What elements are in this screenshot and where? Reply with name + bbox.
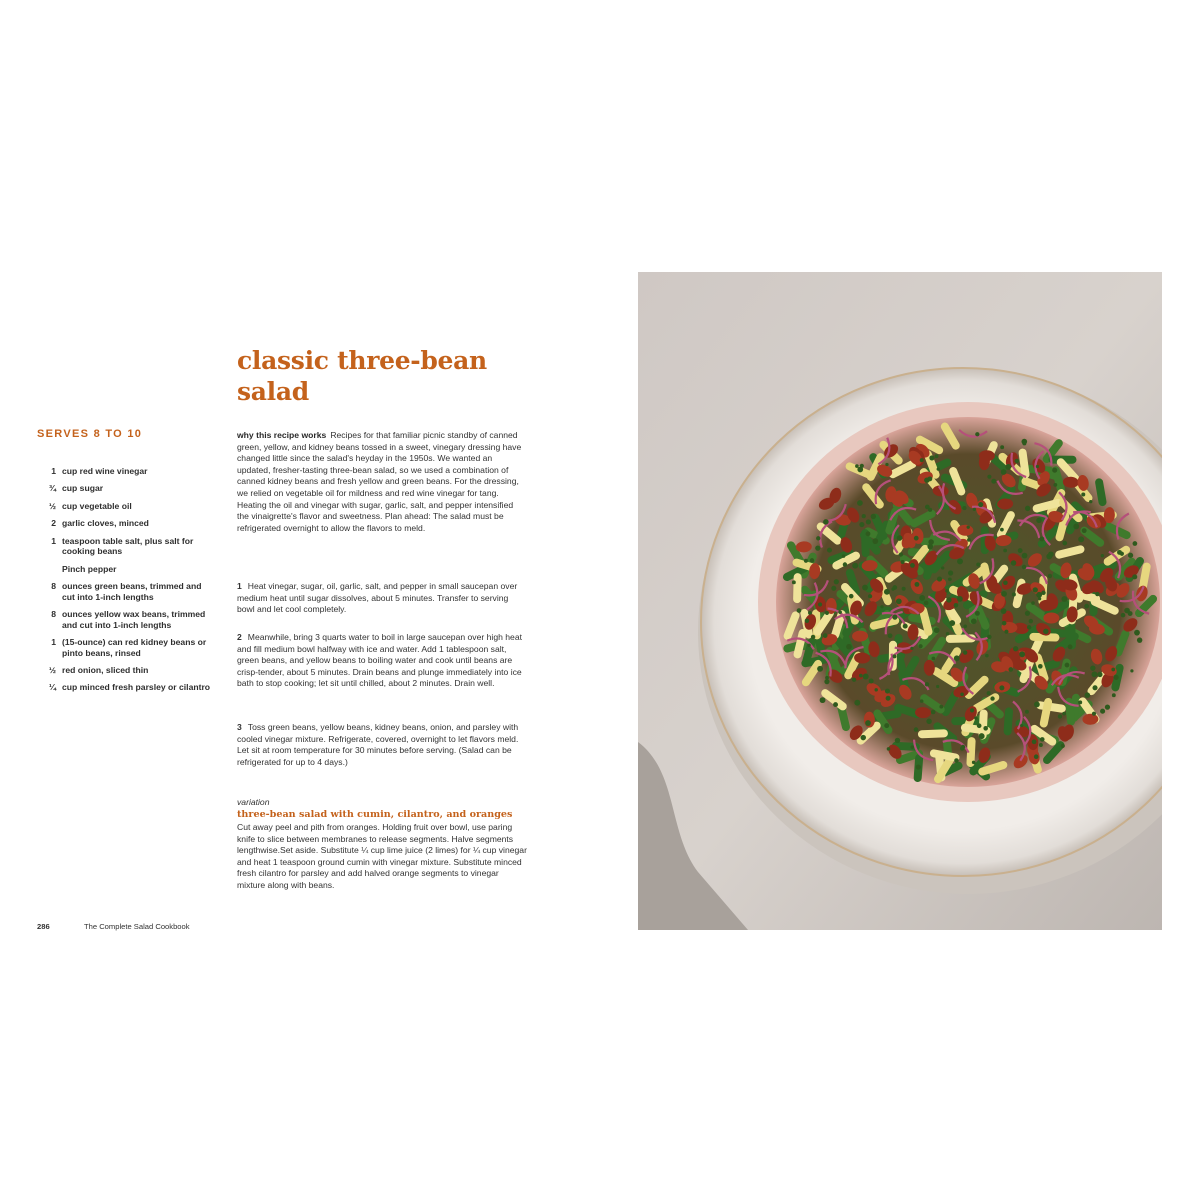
herb-fleck bbox=[920, 699, 924, 703]
herb-fleck bbox=[817, 666, 823, 672]
herb-fleck bbox=[987, 475, 991, 479]
herb-fleck bbox=[862, 514, 866, 518]
herb-fleck bbox=[1039, 537, 1044, 542]
herb-fleck bbox=[860, 735, 866, 741]
herb-fleck bbox=[1105, 705, 1110, 710]
herb-fleck bbox=[919, 644, 923, 648]
herb-fleck bbox=[949, 620, 955, 626]
intro-lead: why this recipe works bbox=[237, 430, 327, 440]
herb-fleck bbox=[1034, 754, 1039, 759]
herb-fleck bbox=[1041, 591, 1045, 595]
herb-fleck bbox=[941, 566, 944, 569]
herb-fleck bbox=[990, 696, 994, 700]
ingredient-text: ounces yellow wax beans, trimmed and cut into 1-inch lengths bbox=[62, 608, 206, 630]
herb-fleck bbox=[1036, 518, 1041, 523]
herb-fleck bbox=[827, 548, 832, 553]
herb-fleck bbox=[960, 746, 964, 750]
herb-fleck bbox=[838, 610, 842, 614]
herb-fleck bbox=[1020, 724, 1023, 727]
herb-fleck bbox=[1032, 739, 1037, 744]
herb-fleck bbox=[865, 720, 871, 726]
herb-fleck bbox=[834, 579, 839, 584]
herb-fleck bbox=[1025, 506, 1030, 511]
herb-fleck bbox=[945, 589, 948, 592]
ingredient-text: red onion, sliced thin bbox=[62, 664, 149, 675]
herb-fleck bbox=[885, 689, 890, 694]
ingredient-text: teaspoon table salt, plus salt for cooking beans bbox=[62, 535, 194, 557]
herb-fleck bbox=[1130, 669, 1133, 672]
herb-fleck bbox=[1111, 668, 1115, 672]
herb-fleck bbox=[1095, 592, 1099, 596]
herb-fleck bbox=[928, 508, 932, 512]
herb-fleck bbox=[1058, 714, 1062, 718]
herb-fleck bbox=[1081, 492, 1085, 496]
herb-fleck bbox=[1048, 574, 1052, 578]
herb-fleck bbox=[914, 727, 919, 732]
salad-photo bbox=[638, 272, 1162, 930]
herb-fleck bbox=[899, 552, 903, 556]
herb-fleck bbox=[1000, 445, 1004, 449]
herb-fleck bbox=[872, 538, 878, 544]
step-1 bbox=[237, 581, 525, 616]
herb-fleck bbox=[985, 654, 989, 658]
herb-fleck bbox=[1036, 592, 1042, 598]
ingredient-item bbox=[37, 518, 217, 529]
ingredient-item bbox=[37, 536, 217, 557]
herb-fleck bbox=[1004, 630, 1008, 634]
herb-fleck bbox=[1005, 464, 1011, 470]
herb-fleck bbox=[948, 577, 952, 581]
herb-fleck bbox=[818, 602, 822, 606]
herb-fleck bbox=[1137, 637, 1142, 642]
herb-fleck bbox=[978, 502, 983, 507]
serves-label: SERVES 8 TO 10 bbox=[37, 428, 143, 440]
herb-fleck bbox=[888, 633, 893, 638]
herb-fleck bbox=[973, 508, 976, 511]
herb-fleck bbox=[919, 595, 925, 601]
herb-fleck bbox=[871, 514, 876, 519]
herb-fleck bbox=[1029, 619, 1033, 623]
wax-bean bbox=[918, 729, 948, 738]
herb-fleck bbox=[1089, 500, 1092, 503]
herb-fleck bbox=[975, 611, 980, 616]
herb-fleck bbox=[842, 554, 846, 558]
ingredient-text: ounces green beans, trimmed and cut into 1-inch lengths bbox=[62, 580, 202, 602]
ingredient-text: cup minced fresh parsley or cilantro bbox=[62, 682, 211, 693]
herb-fleck bbox=[1013, 646, 1018, 651]
herb-fleck bbox=[895, 738, 900, 743]
herb-fleck bbox=[924, 601, 929, 606]
herb-fleck bbox=[1003, 580, 1008, 585]
herb-fleck bbox=[811, 635, 815, 639]
herb-fleck bbox=[967, 525, 970, 528]
herb-fleck bbox=[1092, 712, 1096, 716]
herb-fleck bbox=[977, 723, 982, 728]
herb-fleck bbox=[983, 726, 988, 731]
herb-fleck bbox=[823, 633, 828, 638]
herb-fleck bbox=[1068, 644, 1073, 649]
ingredient-item bbox=[37, 564, 217, 575]
herb-fleck bbox=[823, 519, 829, 525]
ingredient-item bbox=[37, 483, 217, 494]
herb-fleck bbox=[855, 464, 859, 468]
ingredient-item bbox=[37, 609, 217, 630]
herb-fleck bbox=[1061, 596, 1067, 602]
herb-fleck bbox=[859, 674, 863, 678]
ingredient-text: cup vegetable oil bbox=[62, 500, 132, 511]
herb-fleck bbox=[934, 627, 940, 633]
herb-fleck bbox=[1082, 528, 1087, 533]
herb-fleck bbox=[971, 618, 977, 624]
kidney-bean bbox=[1043, 612, 1059, 623]
step-number: 3 bbox=[237, 722, 242, 732]
herb-fleck bbox=[1078, 700, 1082, 704]
ingredient-qty: 1 bbox=[51, 535, 56, 546]
ingredient-qty: ¼ bbox=[48, 682, 56, 693]
herb-fleck bbox=[954, 655, 960, 661]
herb-fleck bbox=[1039, 743, 1043, 747]
herb-fleck bbox=[792, 580, 796, 584]
herb-fleck bbox=[1038, 664, 1043, 669]
herb-fleck bbox=[852, 563, 858, 569]
step-text: Toss green beans, yellow beans, kidney beans, onion, and parsley with cooled vinegar mixture. Refrigerate, covered, overnight to let flavors meld. Let sit at room temperature for 30 minutes before serving. (Salad can be refrigerated for up to 4 days.) bbox=[237, 722, 519, 767]
herb-fleck bbox=[1001, 469, 1007, 475]
herb-fleck bbox=[1048, 551, 1054, 557]
herb-fleck bbox=[954, 603, 959, 608]
ingredient-text: garlic cloves, minced bbox=[62, 518, 149, 529]
herb-fleck bbox=[854, 700, 860, 706]
herb-fleck bbox=[962, 506, 966, 510]
herb-fleck bbox=[1002, 621, 1007, 626]
herb-fleck bbox=[926, 719, 931, 724]
herb-fleck bbox=[1101, 554, 1104, 557]
herb-fleck bbox=[1085, 692, 1091, 698]
herb-fleck bbox=[1000, 528, 1004, 532]
herb-fleck bbox=[928, 539, 934, 545]
herb-fleck bbox=[935, 454, 939, 458]
herb-fleck bbox=[946, 632, 950, 636]
herb-fleck bbox=[866, 531, 871, 536]
herb-fleck bbox=[915, 582, 920, 587]
herb-fleck bbox=[999, 685, 1004, 690]
ingredient-text: (15-ounce) can red kidney beans or pinto beans, rinsed bbox=[62, 636, 207, 658]
wax-bean bbox=[793, 573, 802, 603]
herb-fleck bbox=[963, 624, 967, 628]
herb-fleck bbox=[825, 611, 829, 615]
herb-fleck bbox=[967, 538, 971, 542]
ingredient-item bbox=[37, 501, 217, 512]
herb-fleck bbox=[804, 559, 808, 563]
herb-fleck bbox=[1034, 702, 1040, 708]
herb-fleck bbox=[976, 562, 980, 566]
ingredient-qty: 1 bbox=[51, 466, 56, 476]
page-number: 286 bbox=[37, 922, 50, 931]
herb-fleck bbox=[960, 692, 964, 696]
ingredient-text: cup red wine vinegar bbox=[62, 466, 148, 476]
herb-fleck bbox=[1090, 665, 1095, 670]
ingredient-qty: 8 bbox=[51, 580, 56, 591]
herb-fleck bbox=[815, 546, 820, 551]
herb-fleck bbox=[1022, 565, 1027, 570]
herb-fleck bbox=[1033, 587, 1038, 592]
herb-fleck bbox=[1084, 604, 1089, 609]
herb-fleck bbox=[1031, 601, 1035, 605]
herb-fleck bbox=[862, 585, 868, 591]
herb-fleck bbox=[859, 522, 864, 527]
herb-fleck bbox=[903, 624, 908, 629]
herb-fleck bbox=[885, 463, 888, 466]
ingredient-item bbox=[37, 637, 217, 658]
ingredient-qty: 8 bbox=[51, 608, 56, 619]
herb-fleck bbox=[1073, 524, 1079, 530]
herb-fleck bbox=[1124, 608, 1130, 614]
herb-fleck bbox=[975, 432, 979, 436]
herb-fleck bbox=[927, 476, 932, 481]
herb-fleck bbox=[797, 608, 802, 613]
herb-fleck bbox=[887, 747, 891, 751]
herb-fleck bbox=[825, 676, 829, 680]
herb-fleck bbox=[1112, 693, 1116, 697]
herb-fleck bbox=[936, 685, 939, 688]
herb-fleck bbox=[843, 562, 847, 566]
herb-fleck bbox=[1025, 611, 1030, 616]
intro-paragraph bbox=[237, 430, 525, 534]
herb-fleck bbox=[1011, 560, 1016, 565]
ingredient-item bbox=[37, 466, 217, 477]
herb-fleck bbox=[954, 758, 959, 763]
herb-fleck bbox=[1092, 685, 1097, 690]
herb-fleck bbox=[886, 696, 891, 701]
herb-fleck bbox=[974, 716, 977, 719]
herb-fleck bbox=[1132, 574, 1137, 579]
herb-fleck bbox=[1040, 737, 1045, 742]
herb-fleck bbox=[810, 558, 814, 562]
herb-fleck bbox=[857, 467, 863, 473]
herb-fleck bbox=[880, 605, 883, 608]
herb-fleck bbox=[1078, 536, 1084, 542]
herb-fleck bbox=[1001, 591, 1007, 597]
herb-fleck bbox=[1061, 744, 1065, 748]
herb-fleck bbox=[927, 544, 933, 550]
ingredient-list bbox=[37, 466, 217, 700]
step-number: 1 bbox=[237, 581, 242, 591]
step-3 bbox=[237, 722, 525, 768]
herb-fleck bbox=[920, 458, 924, 462]
herb-fleck bbox=[1065, 663, 1070, 668]
herb-fleck bbox=[884, 723, 889, 728]
herb-fleck bbox=[1128, 553, 1133, 558]
herb-fleck bbox=[1001, 608, 1007, 614]
herb-fleck bbox=[808, 611, 812, 615]
step-text: Meanwhile, bring 3 quarts water to boil in large saucepan over high heat and fill medium bowl halfway with ice and water. Add 1 tablespoon salt, green beans, and yellow beans to boiling water and cook until beans are crisp-tender, about 5 minutes. Drain beans and plunge immediately into ice bath to stop cooking; let sit until chilled, about 2 minutes. Drain well. bbox=[237, 632, 522, 689]
herb-fleck bbox=[1021, 439, 1027, 445]
herb-fleck bbox=[896, 599, 902, 605]
ingredient-qty: 2 bbox=[51, 518, 56, 529]
herb-fleck bbox=[1019, 651, 1025, 657]
herb-fleck bbox=[831, 586, 836, 591]
herb-fleck bbox=[866, 519, 871, 524]
herb-fleck bbox=[979, 733, 985, 739]
herb-fleck bbox=[1012, 592, 1016, 596]
ingredient-qty: ½ bbox=[48, 664, 56, 675]
herb-fleck bbox=[1027, 625, 1031, 629]
ingredient-item bbox=[37, 581, 217, 602]
herb-fleck bbox=[1036, 465, 1039, 468]
herb-fleck bbox=[939, 705, 943, 709]
herb-fleck bbox=[820, 697, 826, 703]
herb-fleck bbox=[1015, 459, 1020, 464]
herb-fleck bbox=[857, 500, 863, 506]
herb-fleck bbox=[805, 618, 810, 623]
herb-fleck bbox=[824, 679, 829, 684]
intro-text: Recipes for that familiar picnic standby of canned green, yellow, and kidney beans tossed in a sweet, vinegary dressing have changed little since the salad's heyday in the 1950s. We wanted an updated, fresher-tasting three-bean salad, so we used a combination of canned kidney beans and fresh yellow and green beans. For the dressing, we relied on vegetable oil for mildness and red wine vinegar for tang. Heating the oil and vinegar with sugar, garlic, salt, and pepper intensified the vinaigrette's flavor and sweetness. Plan ahead: The salad must be refrigerated overnight to allow the flavors to meld. bbox=[237, 430, 522, 533]
herb-fleck bbox=[875, 688, 878, 691]
herb-fleck bbox=[991, 479, 996, 484]
herb-fleck bbox=[910, 647, 913, 650]
herb-fleck bbox=[910, 745, 914, 749]
herb-fleck bbox=[1132, 541, 1137, 546]
herb-fleck bbox=[987, 691, 991, 695]
herb-fleck bbox=[1053, 483, 1057, 487]
herb-fleck bbox=[1097, 672, 1102, 677]
herb-fleck bbox=[1134, 630, 1140, 636]
herb-fleck bbox=[937, 577, 942, 582]
book-title: The Complete Salad Cookbook bbox=[84, 922, 190, 931]
herb-fleck bbox=[884, 589, 890, 595]
step-text: Heat vinegar, sugar, oil, garlic, salt, and pepper in small saucepan over medium heat until sugar dissolves, about 5 minutes. Transfer to serving bowl and let cool completely. bbox=[237, 581, 518, 615]
herb-fleck bbox=[925, 682, 929, 686]
ingredient-qty: ½ bbox=[48, 500, 56, 511]
herb-fleck bbox=[914, 536, 919, 541]
herb-fleck bbox=[816, 536, 820, 540]
herb-fleck bbox=[1018, 548, 1023, 553]
herb-fleck bbox=[897, 535, 903, 541]
kidney-bean bbox=[979, 450, 995, 461]
recipe-title: classic three-bean salad bbox=[237, 346, 487, 406]
herb-fleck bbox=[932, 657, 936, 661]
herb-fleck bbox=[948, 570, 953, 575]
herb-fleck bbox=[891, 587, 894, 590]
herb-fleck bbox=[931, 710, 936, 715]
herb-fleck bbox=[1003, 549, 1007, 553]
ingredient-qty bbox=[37, 564, 56, 575]
herb-fleck bbox=[972, 761, 975, 764]
herb-fleck bbox=[901, 560, 905, 564]
herb-fleck bbox=[1100, 709, 1105, 714]
herb-fleck bbox=[957, 558, 963, 564]
herb-fleck bbox=[1025, 710, 1029, 714]
ingredient-text: cup sugar bbox=[62, 483, 104, 494]
herb-fleck bbox=[869, 679, 874, 684]
herb-fleck bbox=[1092, 671, 1098, 677]
herb-fleck bbox=[1022, 553, 1028, 559]
herb-fleck bbox=[910, 563, 915, 568]
herb-fleck bbox=[868, 594, 872, 598]
herb-fleck bbox=[892, 615, 897, 620]
herb-fleck bbox=[1062, 712, 1066, 716]
ingredient-qty: 1 bbox=[51, 636, 56, 647]
herb-fleck bbox=[937, 467, 940, 470]
herb-fleck bbox=[970, 708, 974, 712]
herb-fleck bbox=[1043, 629, 1048, 634]
herb-fleck bbox=[1121, 613, 1126, 618]
herb-fleck bbox=[1052, 468, 1057, 473]
herb-fleck bbox=[1062, 541, 1067, 546]
step-2 bbox=[237, 632, 525, 690]
herb-fleck bbox=[987, 635, 992, 640]
herb-fleck bbox=[1038, 597, 1041, 600]
herb-fleck bbox=[1120, 552, 1124, 556]
herb-fleck bbox=[807, 644, 810, 647]
variation-text: Cut away peel and pith from oranges. Holding fruit over bowl, use paring knife to slice between membranes to release segments. Halve segments lengthwise.Set aside. Substitute ¼ cup lime juice (2 limes) for ¼ cup vinegar and heat 1 teaspoon ground cumin with vinegar mixture. Substitute minced fresh cilantro for parsley and add halved orange segments to vinegar mixture along with beans. bbox=[237, 822, 527, 890]
ingredient-item bbox=[37, 665, 217, 676]
herb-fleck bbox=[963, 650, 967, 654]
herb-fleck bbox=[833, 702, 838, 707]
herb-fleck bbox=[946, 597, 951, 602]
herb-fleck bbox=[929, 455, 934, 460]
ingredient-qty: ¾ bbox=[48, 483, 56, 494]
step-number: 2 bbox=[237, 632, 242, 642]
herb-fleck bbox=[957, 596, 963, 602]
ingredient-item bbox=[37, 682, 217, 693]
variation-title: three-bean salad with cumin, cilantro, and oranges bbox=[237, 809, 513, 820]
herb-fleck bbox=[852, 678, 856, 682]
herb-fleck bbox=[893, 654, 897, 658]
herb-fleck bbox=[863, 673, 869, 679]
herb-fleck bbox=[1114, 675, 1119, 680]
herb-fleck bbox=[916, 764, 921, 769]
herb-fleck bbox=[846, 644, 852, 650]
ingredient-text: Pinch pepper bbox=[62, 563, 117, 574]
herb-fleck bbox=[1008, 667, 1013, 672]
herb-fleck bbox=[902, 587, 906, 591]
variation-label: variation bbox=[237, 797, 270, 807]
herb-fleck bbox=[849, 594, 854, 599]
